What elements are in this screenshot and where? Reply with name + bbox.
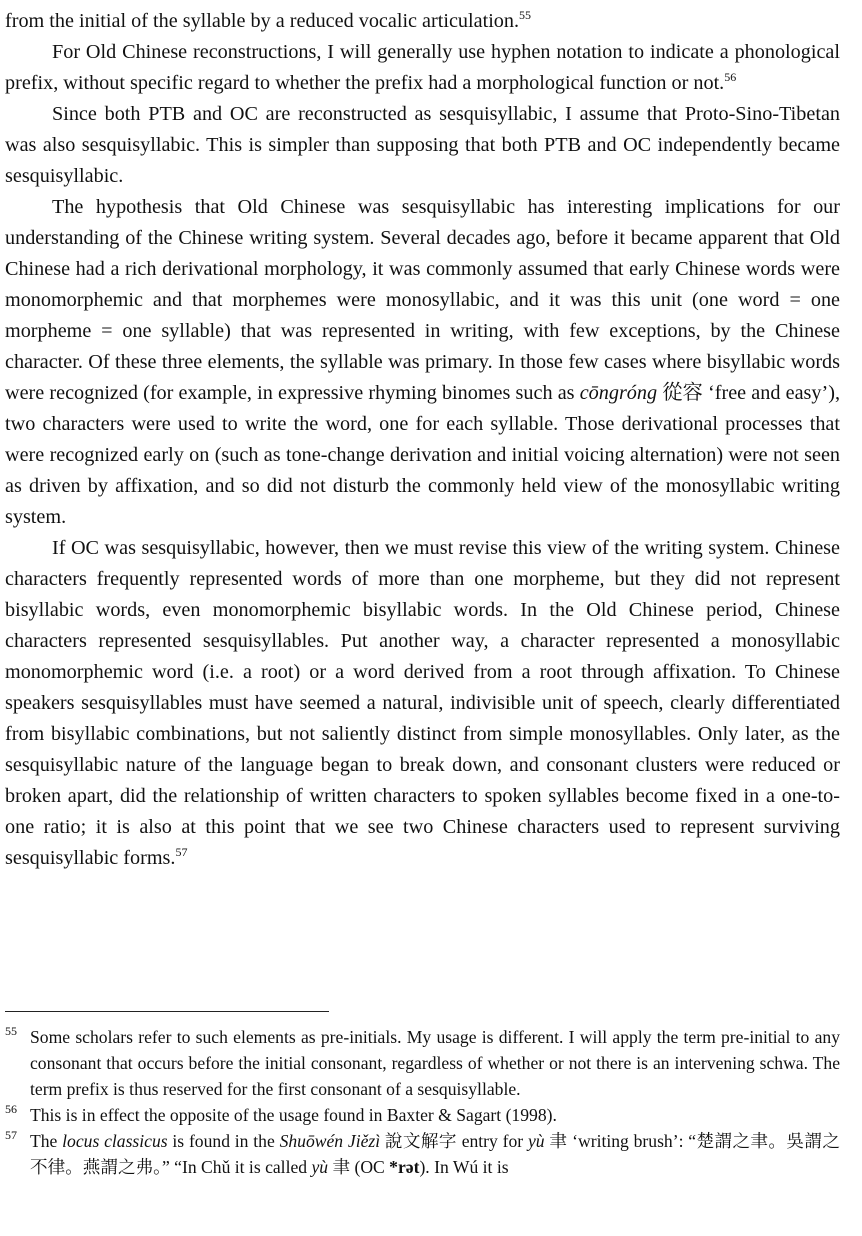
italic-term: locus classicus: [62, 1131, 168, 1151]
text-run: 聿 (OC: [328, 1157, 390, 1177]
text-run: The hypothesis that Old Chinese was sesquisyllabic has interesting implications for our understanding of the Chinese writing system. Several decades ago, before it became apparent that Old Chinese had a rich derivational morphology, it was commonly assumed that early Chinese words were monomorphemic and that morphemes were monosyllabic, and it was this unit (one word = one morpheme = one syllable) that was represented in writing, with few exceptions, by the Chinese character. Of these three elements, the syllable was primary. In those few cases where bisyllabic words were recognized (for example, in expressive rhyming binomes such as: [5, 196, 840, 404]
text-run: Since both PTB and OC are reconstructed as sesquisyllabic, I assume that Proto-Sino-Tibetan was also sesquisyllabic. This is simpler than supposing that both PTB and OC independently became sesquisyllabic.: [5, 103, 840, 187]
text-run: If OC was sesquisyllabic, however, then we must revise this view of the writing system. Chinese characters frequently represented words of more than one morpheme, but they did not represent bisyllabic words, even monomorphemic bisyllabic words. In the Old Chinese period, Chinese characters represented sesquisyllables. Put another way, a character represented a monosyllabic monomorphemic word (i.e. a root) or a word derived from a root through affixation. To Chinese speakers sesquisyllables must have seemed a natural, indivisible unit of speech, clearly differentiated from bisyllabic combinations, but not saliently distinct from simple monosyllables. Only later, as the sesquisyllabic nature of the language began to break down, and consonant clusters were reduced or broken apart, did the relationship of written characters to spoken syllables become fixed in a one-to-one ratio; it is also at this point that we see two Chinese characters used to represent surviving sesquisyllabic forms.: [5, 537, 840, 869]
text-run: ). In Wú it is: [419, 1157, 509, 1177]
paragraph: [5, 533, 840, 874]
footnote: [5, 1024, 840, 1102]
paragraph: [5, 192, 840, 533]
body-text: [5, 6, 840, 874]
text-run: This is in effect the opposite of the usage found in Baxter & Sagart (1998).: [30, 1105, 557, 1125]
footnote-number: 57: [5, 1128, 17, 1142]
footnotes: [5, 1024, 840, 1180]
italic-term: yù: [311, 1157, 329, 1177]
footnote-ref-56: 56: [724, 70, 737, 84]
italic-term: yù: [527, 1131, 545, 1151]
text-run: Some scholars refer to such elements as pre-initials. My usage is different. I will apply the term pre-initial to any consonant that occurs before the initial consonant, regardless of whether or not there is an intervening schwa. The term prefix is thus reserved for the first consonant of a sesquisyllable.: [30, 1027, 840, 1099]
italic-term: Shuōwén Jiězì: [279, 1131, 381, 1151]
footnote-ref-55: 55: [519, 8, 532, 22]
text-run: For Old Chinese reconstructions, I will generally use hyphen notation to indicate a phonological prefix, without specific regard to whether the prefix had a morphological function or not.: [5, 41, 840, 94]
text-run: The: [30, 1131, 63, 1151]
paragraph: [5, 6, 840, 37]
text-run: Chǔ it is called: [201, 1157, 312, 1177]
text-run: 說文解字 entry for: [380, 1131, 528, 1151]
paragraph: [5, 37, 840, 99]
footnote: [5, 1128, 840, 1180]
footnote-divider: [5, 1011, 329, 1012]
text-run: 聿 ‘writing brush’: “楚謂之聿。吳謂之不律。燕謂之弗。” “In: [30, 1131, 840, 1177]
footnote: [5, 1102, 840, 1128]
italic-term: cōngróng: [579, 382, 658, 404]
footnote-ref-57: 57: [175, 845, 188, 859]
text-run: from the initial of the syllable by a reduced vocalic articulation.: [5, 10, 520, 32]
paragraph: [5, 99, 840, 192]
text-run: 從容 ‘free and easy’), two characters were used to write the word, one for each syllable. Those derivational processes that were recognized early on (such as tone-change derivation and initial voicing alternation) were not seen as driven by affixation, and so did not disturb the commonly held view of the monosyllabic writing system.: [5, 382, 840, 528]
footnote-number: 55: [5, 1024, 17, 1038]
text-run: is found in the: [167, 1131, 280, 1151]
reconstruction-form: *rət: [389, 1157, 420, 1177]
footnote-number: 56: [5, 1102, 17, 1116]
